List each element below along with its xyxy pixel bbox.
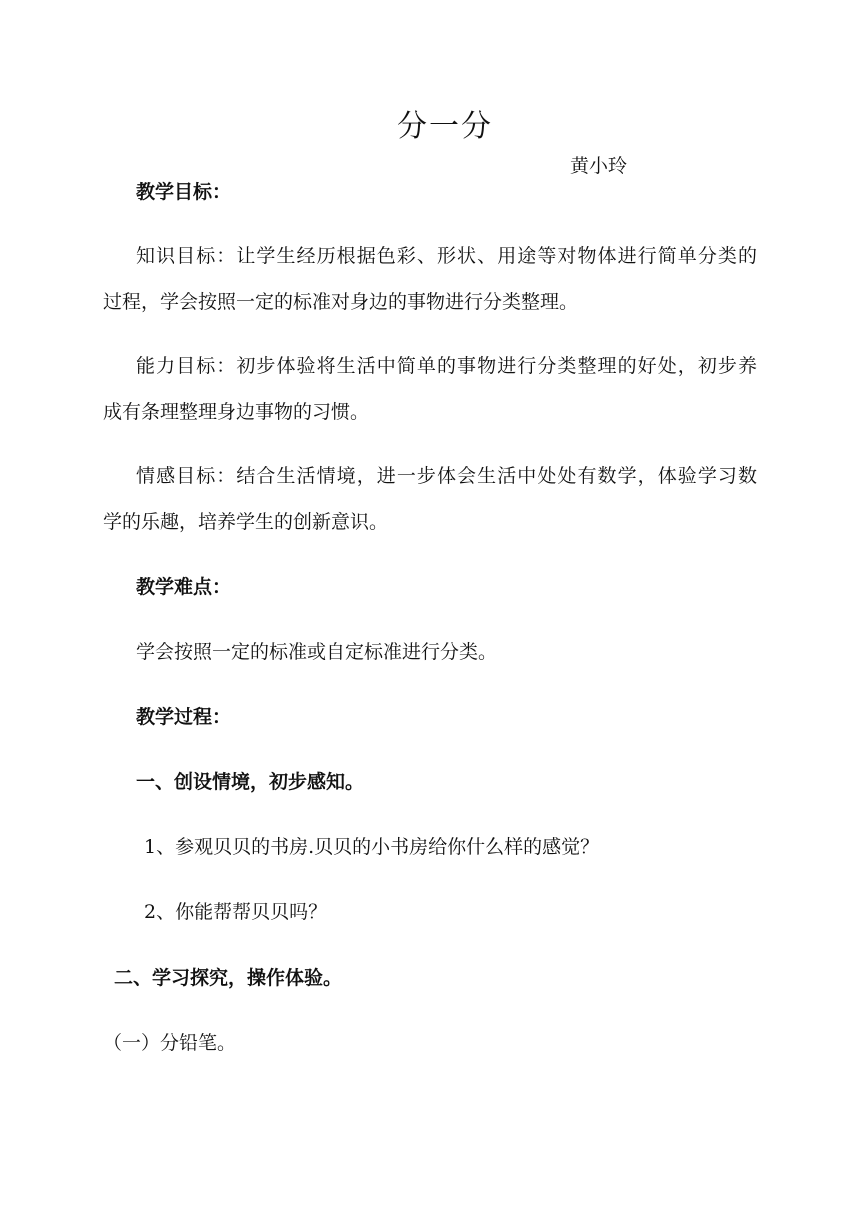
- author-name: 黄小玲: [570, 155, 628, 177]
- subsection1-heading: （一）分铅笔。: [103, 1032, 237, 1054]
- section2-heading: 二、学习探究，操作体验。: [114, 967, 343, 989]
- document-title: 分一分: [397, 109, 493, 144]
- section1-heading: 一、创设情境，初步感知。: [136, 771, 365, 793]
- knowledge-objective-line2: 过程，学会按照一定的标准对身边的事物进行分类整理。: [103, 291, 579, 313]
- emotion-objective-line2: 学的乐趣，培养学生的创新意识。: [103, 511, 389, 533]
- process-heading: 教学过程：: [136, 706, 232, 728]
- objectives-heading: 教学目标：: [136, 181, 232, 203]
- ability-objective-line2: 成有条理整理身边事物的习惯。: [103, 401, 370, 423]
- emotion-objective-line1: 情感目标：结合生活情境，进一步体会生活中处处有数学，体验学习数: [136, 465, 757, 487]
- difficulty-text: 学会按照一定的标准或自定标准进行分类。: [136, 641, 498, 663]
- ability-objective-line1: 能力目标：初步体验将生活中简单的事物进行分类整理的好处，初步养: [136, 355, 757, 377]
- list-item-2: 2、你能帮帮贝贝吗？: [144, 901, 328, 923]
- list-item-1: 1、参观贝贝的书房.贝贝的小书房给你什么样的感觉？: [144, 836, 600, 858]
- difficulty-heading: 教学难点：: [136, 576, 232, 598]
- knowledge-objective-line1: 知识目标：让学生经历根据色彩、形状、用途等对物体进行简单分类的: [136, 245, 757, 267]
